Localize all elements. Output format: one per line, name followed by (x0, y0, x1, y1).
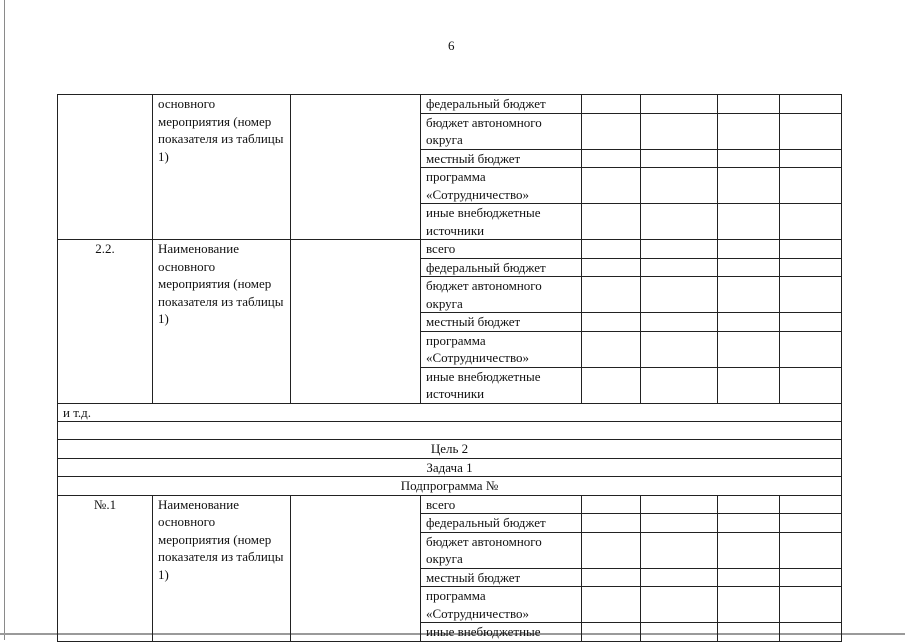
goal-row: Цель 2 (58, 440, 842, 459)
funding-source: бюджет автономного округа (421, 113, 582, 149)
funding-source: программа «Сотрудничество» (421, 168, 582, 204)
page-number: 6 (448, 38, 455, 53)
value-cell (582, 240, 641, 259)
table-row (58, 403, 842, 422)
value-cell (582, 367, 641, 403)
value-cell (641, 277, 718, 313)
funding-source: федеральный бюджет (421, 258, 582, 277)
etc-row: и т.д. (58, 403, 842, 422)
value-cell (780, 258, 842, 277)
value-cell (582, 623, 641, 642)
value-cell (582, 277, 641, 313)
value-cell (780, 568, 842, 587)
value-cell (780, 95, 842, 114)
funding-source: всего (421, 240, 582, 259)
funding-source: иные внебюджетные источники (421, 204, 582, 240)
value-cell (641, 587, 718, 623)
value-cell (780, 240, 842, 259)
value-cell (641, 313, 718, 332)
value-cell (582, 313, 641, 332)
funding-source: иные внебюджетные источники (421, 367, 582, 403)
value-cell (780, 331, 842, 367)
value-cell (718, 149, 780, 168)
value-cell (780, 149, 842, 168)
value-cell (641, 331, 718, 367)
value-cell (780, 277, 842, 313)
value-cell (641, 168, 718, 204)
value-cell (582, 95, 641, 114)
value-cell (718, 204, 780, 240)
value-cell (718, 277, 780, 313)
value-cell (718, 568, 780, 587)
value-cell (582, 113, 641, 149)
value-cell (582, 532, 641, 568)
value-cell (582, 331, 641, 367)
table-row (58, 95, 842, 114)
value-cell (718, 95, 780, 114)
value-cell (582, 495, 641, 514)
budget-table (57, 94, 842, 642)
value-cell (582, 568, 641, 587)
value-cell (641, 532, 718, 568)
row-number-cell: 2.2. (58, 240, 153, 404)
value-cell (718, 514, 780, 533)
value-cell (718, 313, 780, 332)
value-cell (718, 623, 780, 642)
measure-name-cell: Наименование основного мероприятия (номер показателя из таблицы 1) (153, 240, 291, 404)
blank-row (58, 422, 842, 440)
value-cell (641, 95, 718, 114)
value-cell (718, 113, 780, 149)
row-number-cell: №.1 (58, 495, 153, 641)
responsible-cell (291, 240, 421, 404)
value-cell (780, 367, 842, 403)
measure-name-cell: Наименование основного мероприятия (номер показателя из таблицы 1) (153, 495, 291, 641)
funding-source: иные внебюджетные (421, 623, 582, 642)
value-cell (718, 331, 780, 367)
funding-source: федеральный бюджет (421, 514, 582, 533)
funding-source: всего (421, 495, 582, 514)
subprogram-row: Подпрограмма № (58, 477, 842, 496)
value-cell (718, 587, 780, 623)
table-row (58, 422, 842, 440)
funding-source: бюджет автономного округа (421, 277, 582, 313)
value-cell (718, 532, 780, 568)
funding-source: местный бюджет (421, 568, 582, 587)
value-cell (641, 514, 718, 533)
responsible-cell (291, 95, 421, 240)
task-row: Задача 1 (58, 458, 842, 477)
value-cell (641, 495, 718, 514)
value-cell (641, 149, 718, 168)
value-cell (582, 587, 641, 623)
value-cell (641, 367, 718, 403)
value-cell (641, 623, 718, 642)
value-cell (582, 204, 641, 240)
value-cell (780, 495, 842, 514)
funding-source: местный бюджет (421, 313, 582, 332)
value-cell (780, 587, 842, 623)
table-row (58, 440, 842, 459)
table-row (58, 477, 842, 496)
value-cell (718, 367, 780, 403)
table-row (58, 240, 842, 259)
value-cell (582, 514, 641, 533)
value-cell (780, 113, 842, 149)
value-cell (582, 168, 641, 204)
value-cell (582, 258, 641, 277)
scan-edge-left (4, 0, 5, 640)
value-cell (780, 532, 842, 568)
row-number-cell (58, 95, 153, 240)
value-cell (641, 568, 718, 587)
value-cell (718, 240, 780, 259)
value-cell (582, 149, 641, 168)
value-cell (780, 623, 842, 642)
responsible-cell (291, 495, 421, 641)
value-cell (718, 495, 780, 514)
value-cell (718, 258, 780, 277)
value-cell (718, 168, 780, 204)
funding-source: бюджет автономного округа (421, 532, 582, 568)
table-row (58, 458, 842, 477)
measure-name-cell: основного мероприятия (номер показателя из таблицы 1) (153, 95, 291, 240)
value-cell (780, 168, 842, 204)
funding-source: местный бюджет (421, 149, 582, 168)
value-cell (780, 514, 842, 533)
funding-source: программа «Сотрудничество» (421, 331, 582, 367)
value-cell (641, 204, 718, 240)
funding-source: программа «Сотрудничество» (421, 587, 582, 623)
value-cell (641, 240, 718, 259)
value-cell (780, 313, 842, 332)
table-row (58, 495, 842, 514)
value-cell (641, 258, 718, 277)
funding-source: федеральный бюджет (421, 95, 582, 114)
value-cell (641, 113, 718, 149)
value-cell (780, 204, 842, 240)
